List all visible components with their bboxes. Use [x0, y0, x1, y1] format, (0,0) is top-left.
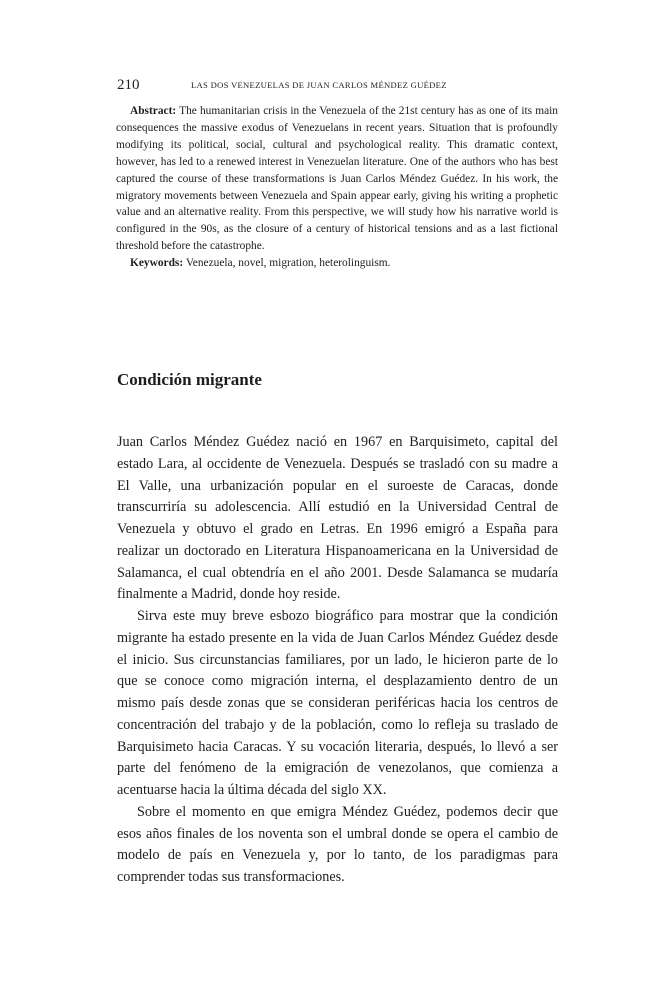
keywords-label: Keywords:: [130, 257, 184, 270]
body-paragraph: Sirva este muy breve esbozo biográfico para mostrar que la condición migrante ha estado presente en la vida de Juan Carlos Méndez Guédez desde el inicio. Sus circunstancias familiares, por un lado, le hicieron parte de lo que se conoce como migración interna, el desplazamiento dentro de un mismo país desde zonas que se consideran periféricas hacia los centros de concentración del trabajo y de la población, como lo refleja su traslado de Barquisimeto hacia Caracas. Y su vocación literaria, después, lo llevó a ser parte del fenómeno de la emigración de venezolanos, que comienza a acentuarse hacia la última década del siglo XX.: [117, 608, 558, 798]
body-paragraph: Juan Carlos Méndez Guédez nació en 1967 en Barquisimeto, capital del estado Lara, al occidente de Venezuela. Después se trasladó con su madre a El Valle, una urbanización popular en el suroeste de Caracas, donde transcurriría su adolescencia. Allí estudió en la Universidad Central de Venezuela y obtuvo el grado en Letras. En 1996 emigró a España para realizar un doctorado en Literatura Hispanoamericana en la Universidad de Salamanca, el cual obtendría en el año 2001. Desde Salamanca se mudaría finalmente a Madrid, donde hoy reside.: [117, 434, 558, 603]
running-header: [117, 76, 557, 94]
page-number: 210: [117, 77, 140, 93]
keywords-text: Venezuela, novel, migration, heterolinguism.: [185, 257, 391, 270]
body-paragraph: Sobre el momento en que emigra Méndez Guédez, podemos decir que esos años finales de los noventa son el umbral donde se opera el cambio de modelo de país en Venezuela y, por lo tanto, de los paradigmas para comprender todas sus transformaciones.: [117, 803, 558, 885]
abstract-text: The humanitarian crisis in the Venezuela of the 21st century has as one of its main consequences the massive exodus of Venezuelans in recent years. Situation that is profoundly modifying its political, social, cultural and psychological reality. This dramatic context, however, has led to a renewed interest in Venezuelan literature. One of the authors who has best captured the course of these transformations is Juan Carlos Méndez Guédez. In his work, the migratory movements between Venezuela and Spain appear early, giving his writing a prophetic value and an alternative reality. From this perspective, we will study how his narrative world is configured in the 90s, as the closure of a century of historical tensions and as a last fictional threshold before the catastrophe.: [116, 105, 558, 253]
section-heading: Condición migrante: [117, 370, 262, 389]
abstract-label: Abstract:: [130, 105, 177, 117]
body-text: [117, 432, 558, 889]
abstract-block: [116, 103, 558, 272]
abstract-paragraph: [116, 103, 558, 255]
keywords-paragraph: [116, 255, 558, 272]
running-title: LAS DOS VENEZUELAS DE JUAN CARLOS MÉNDEZ GUÉDEZ: [191, 80, 447, 90]
